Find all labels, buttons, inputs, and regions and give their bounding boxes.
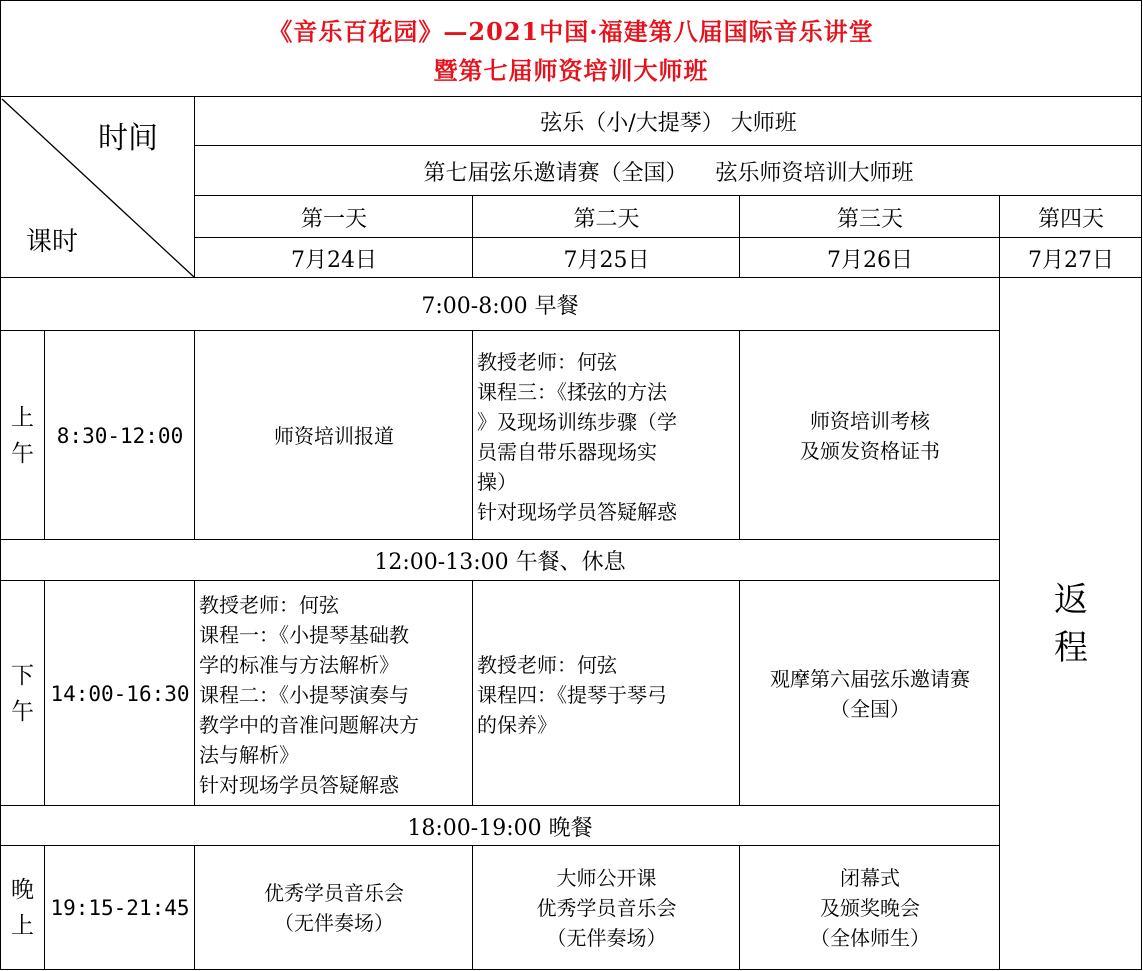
corner-period-label: 课时	[26, 227, 79, 257]
cell-line: 教授老师：何弦	[199, 593, 339, 617]
cell-line: 教学中的音准问题解决方	[199, 713, 419, 737]
cell-line: 大师公开课	[556, 866, 657, 890]
cell-line: 针对现场学员答疑解惑	[477, 500, 677, 524]
corner-cell	[0, 96, 195, 277]
period-morning-label	[0, 330, 45, 540]
date-header: 7月24日	[194, 237, 473, 278]
cell-line: 法与解析》	[199, 743, 299, 767]
cell-line: 及颁发资格证书	[800, 438, 940, 463]
date-header: 7月27日	[999, 237, 1142, 278]
cell-line: 观摩第六届弦乐邀请赛	[770, 666, 970, 691]
period-evening-time: 19:15-21:45	[44, 845, 195, 970]
return-char: 返	[1054, 580, 1088, 620]
cell-line: 课程一：《小提琴基础教	[199, 623, 409, 647]
day4-return-cell	[999, 277, 1142, 970]
day-header: 第一天	[194, 195, 473, 238]
cell-line: 课程三：《揉弦的方法	[477, 380, 667, 404]
meal-breakfast: 7:00-8:00 早餐	[0, 277, 1000, 331]
schedule-cell-evening-day3	[739, 845, 1000, 970]
return-char: 程	[1054, 628, 1088, 668]
schedule-cell-afternoon-day2	[472, 580, 740, 806]
cell-line: （全体师生）	[810, 926, 930, 950]
subprogram-header: 第七届弦乐邀请赛（全国） 弦乐师资培训大师班	[194, 145, 1142, 196]
cell-line: 课程四：《提琴于琴弓	[477, 683, 667, 707]
cell-line: 师资培训报道	[274, 423, 394, 448]
cell-line: （无伴奏场）	[546, 926, 667, 950]
cell-line: （无伴奏场）	[274, 911, 394, 935]
schedule-cell-evening-day1	[194, 845, 473, 970]
corner-time-label: 时间	[98, 121, 158, 156]
period-afternoon-time: 14:00-16:30	[44, 580, 195, 806]
schedule-cell-morning-day3	[739, 330, 1000, 540]
period-char: 上	[11, 404, 34, 431]
schedule-cell-morning-day2	[472, 330, 740, 540]
cell-line: 及颁奖晚会	[820, 896, 920, 920]
cell-line: 操）	[477, 470, 517, 494]
cell-line: 师资培训考核	[810, 408, 930, 433]
cell-line: 员需自带乐器现场实	[477, 440, 657, 464]
cell-line: 闭幕式	[840, 866, 900, 890]
period-morning-time: 8:30-12:00	[44, 330, 195, 540]
meal-dinner: 18:00-19:00 晚餐	[0, 805, 1000, 846]
period-char: 晚	[11, 877, 34, 903]
meal-lunch: 12:00-13:00 午餐、休息	[0, 539, 1000, 581]
period-afternoon-label	[0, 580, 45, 806]
period-char: 午	[11, 440, 34, 467]
cell-line: 的保养》	[477, 713, 557, 737]
date-header: 7月25日	[472, 237, 740, 278]
cell-line: 学的标准与方法解析》	[199, 653, 399, 677]
program-header: 弦乐（小/大提琴） 大师班	[194, 96, 1142, 146]
day-header: 第二天	[472, 195, 740, 238]
day-header: 第四天	[999, 195, 1142, 238]
period-char: 上	[11, 913, 34, 939]
title-line-2: 暨第七届师资培训大师班	[433, 55, 709, 85]
period-char: 午	[11, 698, 34, 725]
schedule-cell-afternoon-day1	[194, 580, 473, 806]
schedule-cell-morning-day1	[194, 330, 473, 540]
cell-line: 优秀学员音乐会	[264, 881, 404, 905]
cell-line: 针对现场学员答疑解惑	[199, 773, 399, 797]
period-evening-label	[0, 845, 45, 970]
cell-line: 优秀学员音乐会	[536, 896, 677, 920]
period-char: 下	[11, 662, 34, 689]
cell-line: 课程二：《小提琴演奏与	[199, 683, 409, 707]
cell-line: 》及现场训练步骤（学	[477, 410, 677, 434]
title-line-1: 《音乐百花园》—2021中国·福建第八届国际音乐讲堂	[268, 16, 874, 46]
title-block	[0, 0, 1142, 97]
cell-line: （全国）	[830, 696, 910, 721]
cell-line: 教授老师：何弦	[477, 653, 617, 677]
date-header: 7月26日	[739, 237, 1000, 278]
schedule-cell-afternoon-day3	[739, 580, 1000, 806]
schedule-cell-evening-day2	[472, 845, 740, 970]
day-header: 第三天	[739, 195, 1000, 238]
cell-line: 教授老师：何弦	[477, 350, 617, 374]
